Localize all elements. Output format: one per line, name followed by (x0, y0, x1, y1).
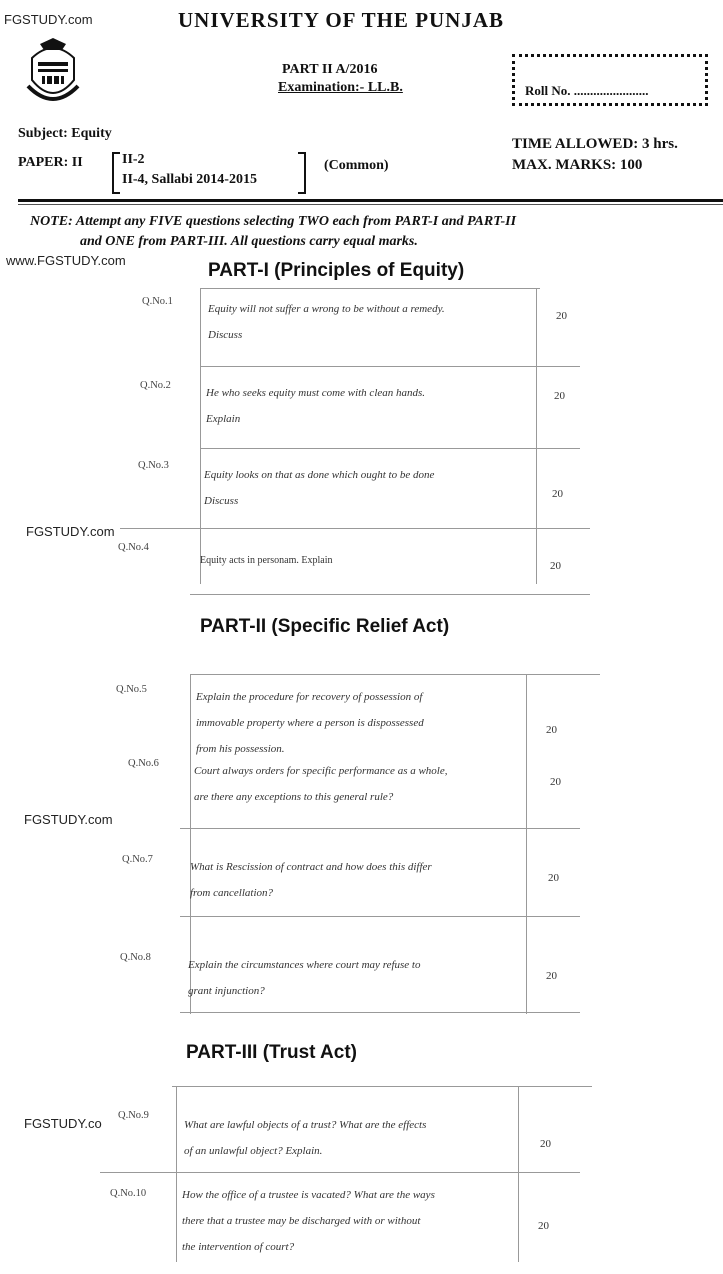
question-10-line-3: the intervention of court? (182, 1241, 295, 1253)
part-3-title: PART-III (Trust Act) (186, 1042, 357, 1063)
question-4-number: Q.No.4 (118, 542, 149, 553)
question-1-line-2: Discuss (208, 329, 243, 341)
question-2-text (206, 380, 425, 432)
question-3-divider (120, 528, 590, 529)
question-4-line-1: Equity acts in personam. Explain (200, 555, 333, 566)
question-6-divider (180, 828, 580, 829)
question-8-marks: 20 (546, 970, 557, 982)
question-1-number: Q.No.1 (142, 296, 173, 307)
paper-bracket-right (298, 152, 306, 194)
exam-name: Examination:- LL.B. (278, 80, 403, 95)
question-3-text (204, 462, 434, 514)
question-9-marks: 20 (540, 1138, 551, 1150)
note-line-1: NOTE: Attempt any FIVE questions selecting TWO each from PART-I and PART-II (30, 214, 517, 229)
question-5-line-2: immovable property where a person is dispossessed (196, 717, 424, 729)
question-7-number: Q.No.7 (122, 854, 153, 865)
question-8-text (188, 952, 420, 1004)
note-line-2: and ONE from PART-III. All questions carry equal marks. (80, 234, 418, 249)
question-2-divider (200, 448, 580, 449)
note (30, 212, 710, 252)
part-3-rule (172, 1086, 592, 1087)
header-rule (18, 199, 723, 202)
time-allowed: TIME ALLOWED: 3 hrs. (512, 136, 678, 152)
question-4-divider (190, 594, 590, 595)
part-1-right-border (536, 288, 537, 584)
part-1-title: PART-I (Principles of Equity) (208, 260, 465, 281)
question-5-line-1: Explain the procedure for recovery of possession of (196, 691, 423, 703)
question-1-line-1: Equity will not suffer a wrong to be without a remedy. (208, 303, 445, 315)
question-10-marks: 20 (538, 1220, 549, 1232)
university-crest-icon (26, 36, 80, 108)
paper-label: PAPER: II (18, 155, 83, 170)
question-8-line-1: Explain the circumstances where court may refuse to (188, 959, 421, 971)
question-2-marks: 20 (554, 390, 565, 402)
question-4-marks: 20 (550, 560, 561, 572)
question-6-line-1: Court always orders for specific performance as a whole, (194, 765, 448, 777)
paper-common: (Common) (324, 158, 389, 173)
question-9-text (184, 1112, 426, 1164)
question-7-marks: 20 (548, 872, 559, 884)
roll-number-label: Roll No. ....................... (525, 83, 649, 98)
watermark-top: FGSTUDY.com (4, 12, 93, 27)
exam-part: PART II A/2016 (282, 62, 378, 77)
roll-number-box (512, 54, 708, 106)
paper-bracket-left (112, 152, 120, 194)
question-10-line-2: there that a trustee may be discharged with or without (182, 1215, 421, 1227)
question-6-line-2: are there any exceptions to this general rule? (194, 791, 394, 803)
part-3-left-border (176, 1086, 177, 1262)
question-8-divider (180, 1012, 580, 1013)
question-6-number: Q.No.6 (128, 758, 159, 769)
university-title: UNIVERSITY OF THE PUNJAB (178, 8, 505, 32)
part-3-right-border (518, 1086, 519, 1262)
question-3-line-1: Equity looks on that as done which ought to be done (204, 469, 435, 481)
question-3-number: Q.No.3 (138, 460, 169, 471)
paper-code-1: II-2 (122, 152, 145, 167)
question-1-text (208, 296, 445, 348)
question-7-line-2: from cancellation? (190, 887, 273, 899)
watermark-q9: FGSTUDY.co (24, 1116, 102, 1131)
question-5-line-3: from his possession. (196, 743, 285, 755)
part-2-right-border (526, 674, 527, 1014)
question-5-number: Q.No.5 (116, 684, 147, 695)
subject: Subject: Equity (18, 126, 112, 141)
question-9-line-1: What are lawful objects of a trust? What are the effects (184, 1119, 427, 1131)
question-2-number: Q.No.2 (140, 380, 171, 391)
watermark-note: www.FGSTUDY.com (6, 253, 126, 268)
part-1-left-border (200, 288, 201, 584)
question-2-line-2: Explain (206, 413, 241, 425)
question-9-line-2: of an unlawful object? Explain. (184, 1145, 323, 1157)
question-5-text (196, 684, 424, 762)
max-marks: MAX. MARKS: 100 (512, 157, 643, 173)
question-3-marks: 20 (552, 488, 563, 500)
question-10-line-1: How the office of a trustee is vacated? What are the ways (182, 1189, 435, 1201)
question-8-line-2: grant injunction? (188, 985, 265, 997)
question-5-marks: 20 (546, 724, 557, 736)
question-6-text (194, 758, 448, 810)
header-rule-thin (18, 204, 723, 205)
question-8-number: Q.No.8 (120, 952, 151, 963)
question-1-marks: 20 (556, 310, 567, 322)
question-2-line-1: He who seeks equity must come with clean hands. (206, 387, 426, 399)
question-4-text (200, 548, 332, 574)
question-1-divider (200, 366, 580, 367)
part-2-rule (190, 674, 600, 675)
watermark-q6: FGSTUDY.com (24, 812, 113, 827)
paper-code-2: II-4, Sallabi 2014-2015 (122, 172, 257, 187)
question-7-text (190, 854, 432, 906)
question-7-line-1: What is Rescission of contract and how does this differ (190, 861, 432, 873)
question-9-divider (100, 1172, 580, 1173)
question-10-number: Q.No.10 (110, 1188, 147, 1199)
question-9-number: Q.No.9 (118, 1110, 149, 1121)
question-6-marks: 20 (550, 776, 561, 788)
part-1-rule (200, 288, 540, 289)
watermark-q4: FGSTUDY.com (26, 524, 115, 539)
question-3-line-2: Discuss (204, 495, 239, 507)
part-2-title: PART-II (Specific Relief Act) (200, 616, 450, 637)
question-7-divider (180, 916, 580, 917)
question-10-text (182, 1182, 435, 1260)
